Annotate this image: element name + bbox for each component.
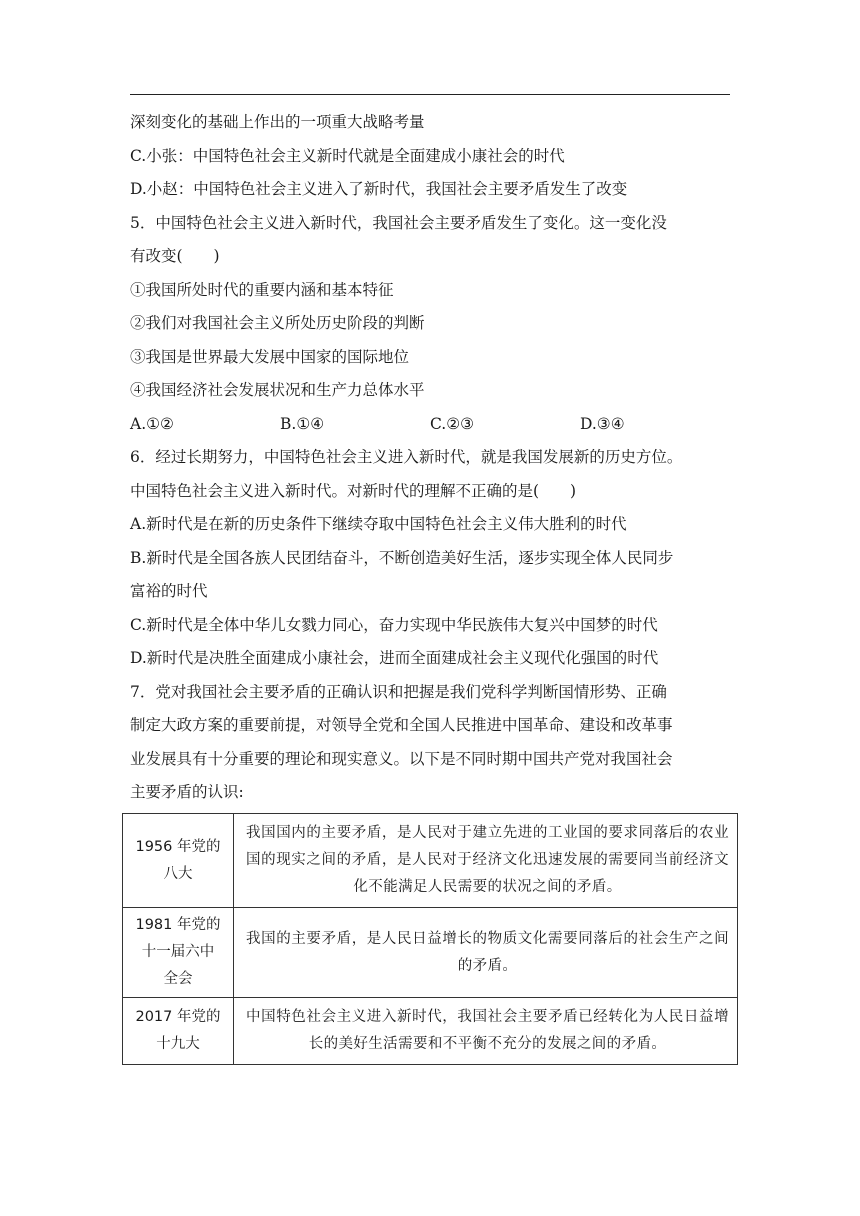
question-5-stem: 5．中国特色社会主义进入新时代，我国社会主要矛盾发生了变化。这一变化没 [130, 213, 667, 232]
period-cell [123, 998, 234, 1065]
header-rule [130, 94, 730, 95]
question-7-stem: 7．党对我国社会主要矛盾的正确认识和把握是我们党科学判断国情形势、正确 [130, 682, 667, 701]
q6-option-d: D.新时代是决胜全面建成小康社会，进而全面建成社会主义现代化强国的时代 [130, 649, 659, 667]
q5-item-4: ④我国经济社会发展状况和生产力总体水平 [130, 381, 425, 399]
question-6-stem: 6．经过长期努力，中国特色社会主义进入新时代，就是我国发展新的历史方位。 [130, 448, 683, 466]
table-row [123, 908, 738, 998]
option-c-q4: C.小张：中国特色社会主义新时代就是全面建成小康社会的时代 [130, 146, 565, 165]
description-cell: 我国的主要矛盾，是人民日益增长的物质文化需要同落后的社会生产之间的矛盾。 [234, 908, 738, 998]
q5-option-a: A.①② [130, 414, 174, 433]
q6-option-a: A.新时代是在新的历史条件下继续夺取中国特色社会主义伟大胜利的时代 [130, 515, 627, 533]
q5-option-b: B.①④ [280, 414, 325, 433]
table-row [123, 814, 738, 908]
q6-option-b: B.新时代是全国各族人民团结奋斗，不断创造美好生活，逐步实现全体人民同步 [130, 548, 674, 567]
question-6-stem-cont: 中国特色社会主义进入新时代。对新时代的理解不正确的是( ) [130, 481, 577, 500]
period-line: 1981 年党的 [135, 917, 221, 933]
q5-item-1: ①我国所处时代的重要内涵和基本特征 [130, 280, 394, 299]
q5-item-2: ②我们对我国社会主义所处历史阶段的判断 [130, 314, 425, 332]
contradiction-table [122, 813, 738, 1065]
question-7-stem-cont: 业发展具有十分重要的理论和现实意义。以下是不同时期中国共产党对我国社会 [130, 749, 673, 768]
question-7-stem-cont: 制定大政方案的重要前提，对领导全党和全国人民推进中国革命、建设和改革事 [130, 716, 673, 734]
table-row [123, 998, 738, 1065]
question-7-stem-cont: 主要矛盾的认识: [130, 783, 244, 801]
period-line: 十一届六中 [141, 944, 215, 960]
period-line: 十九大 [156, 1036, 200, 1052]
page-content [130, 106, 732, 810]
period-cell [123, 908, 234, 998]
q6-option-c: C.新时代是全体中华儿女戮力同心，奋力实现中华民族伟大复兴中国梦的时代 [130, 615, 658, 634]
period-cell [123, 814, 234, 908]
period-line: 八大 [163, 865, 193, 882]
q6-option-b-cont: 富裕的时代 [130, 582, 208, 600]
description-cell: 中国特色社会主义进入新时代，我国社会主要矛盾已经转化为人民日益增长的美好生活需要和不平衡不充分的发展之间的矛盾。 [234, 998, 738, 1065]
description-cell: 我国国内的主要矛盾，是人民对于建立先进的工业国的要求同落后的农业国的现实之间的矛盾，是人民对于经济文化迅速发展的需要同当前经济文化不能满足人民需要的状况之间的矛盾。 [234, 814, 738, 908]
question-5-stem-cont: 有改变( ) [130, 247, 220, 265]
q5-item-3: ③我国是世界最大发展中国家的国际地位 [130, 347, 410, 366]
q5-options [130, 408, 732, 442]
option-d-q4: D.小赵：中国特色社会主义进入了新时代，我国社会主要矛盾发生了改变 [130, 180, 628, 198]
q5-option-d: D.③④ [580, 414, 625, 433]
period-line: 1956 年党的 [135, 838, 221, 855]
period-line: 全会 [163, 971, 193, 987]
text-line: 深刻变化的基础上作出的一项重大战略考量 [130, 113, 425, 131]
q5-option-c: C.②③ [430, 414, 475, 433]
period-line: 2017 年党的 [135, 1009, 221, 1025]
